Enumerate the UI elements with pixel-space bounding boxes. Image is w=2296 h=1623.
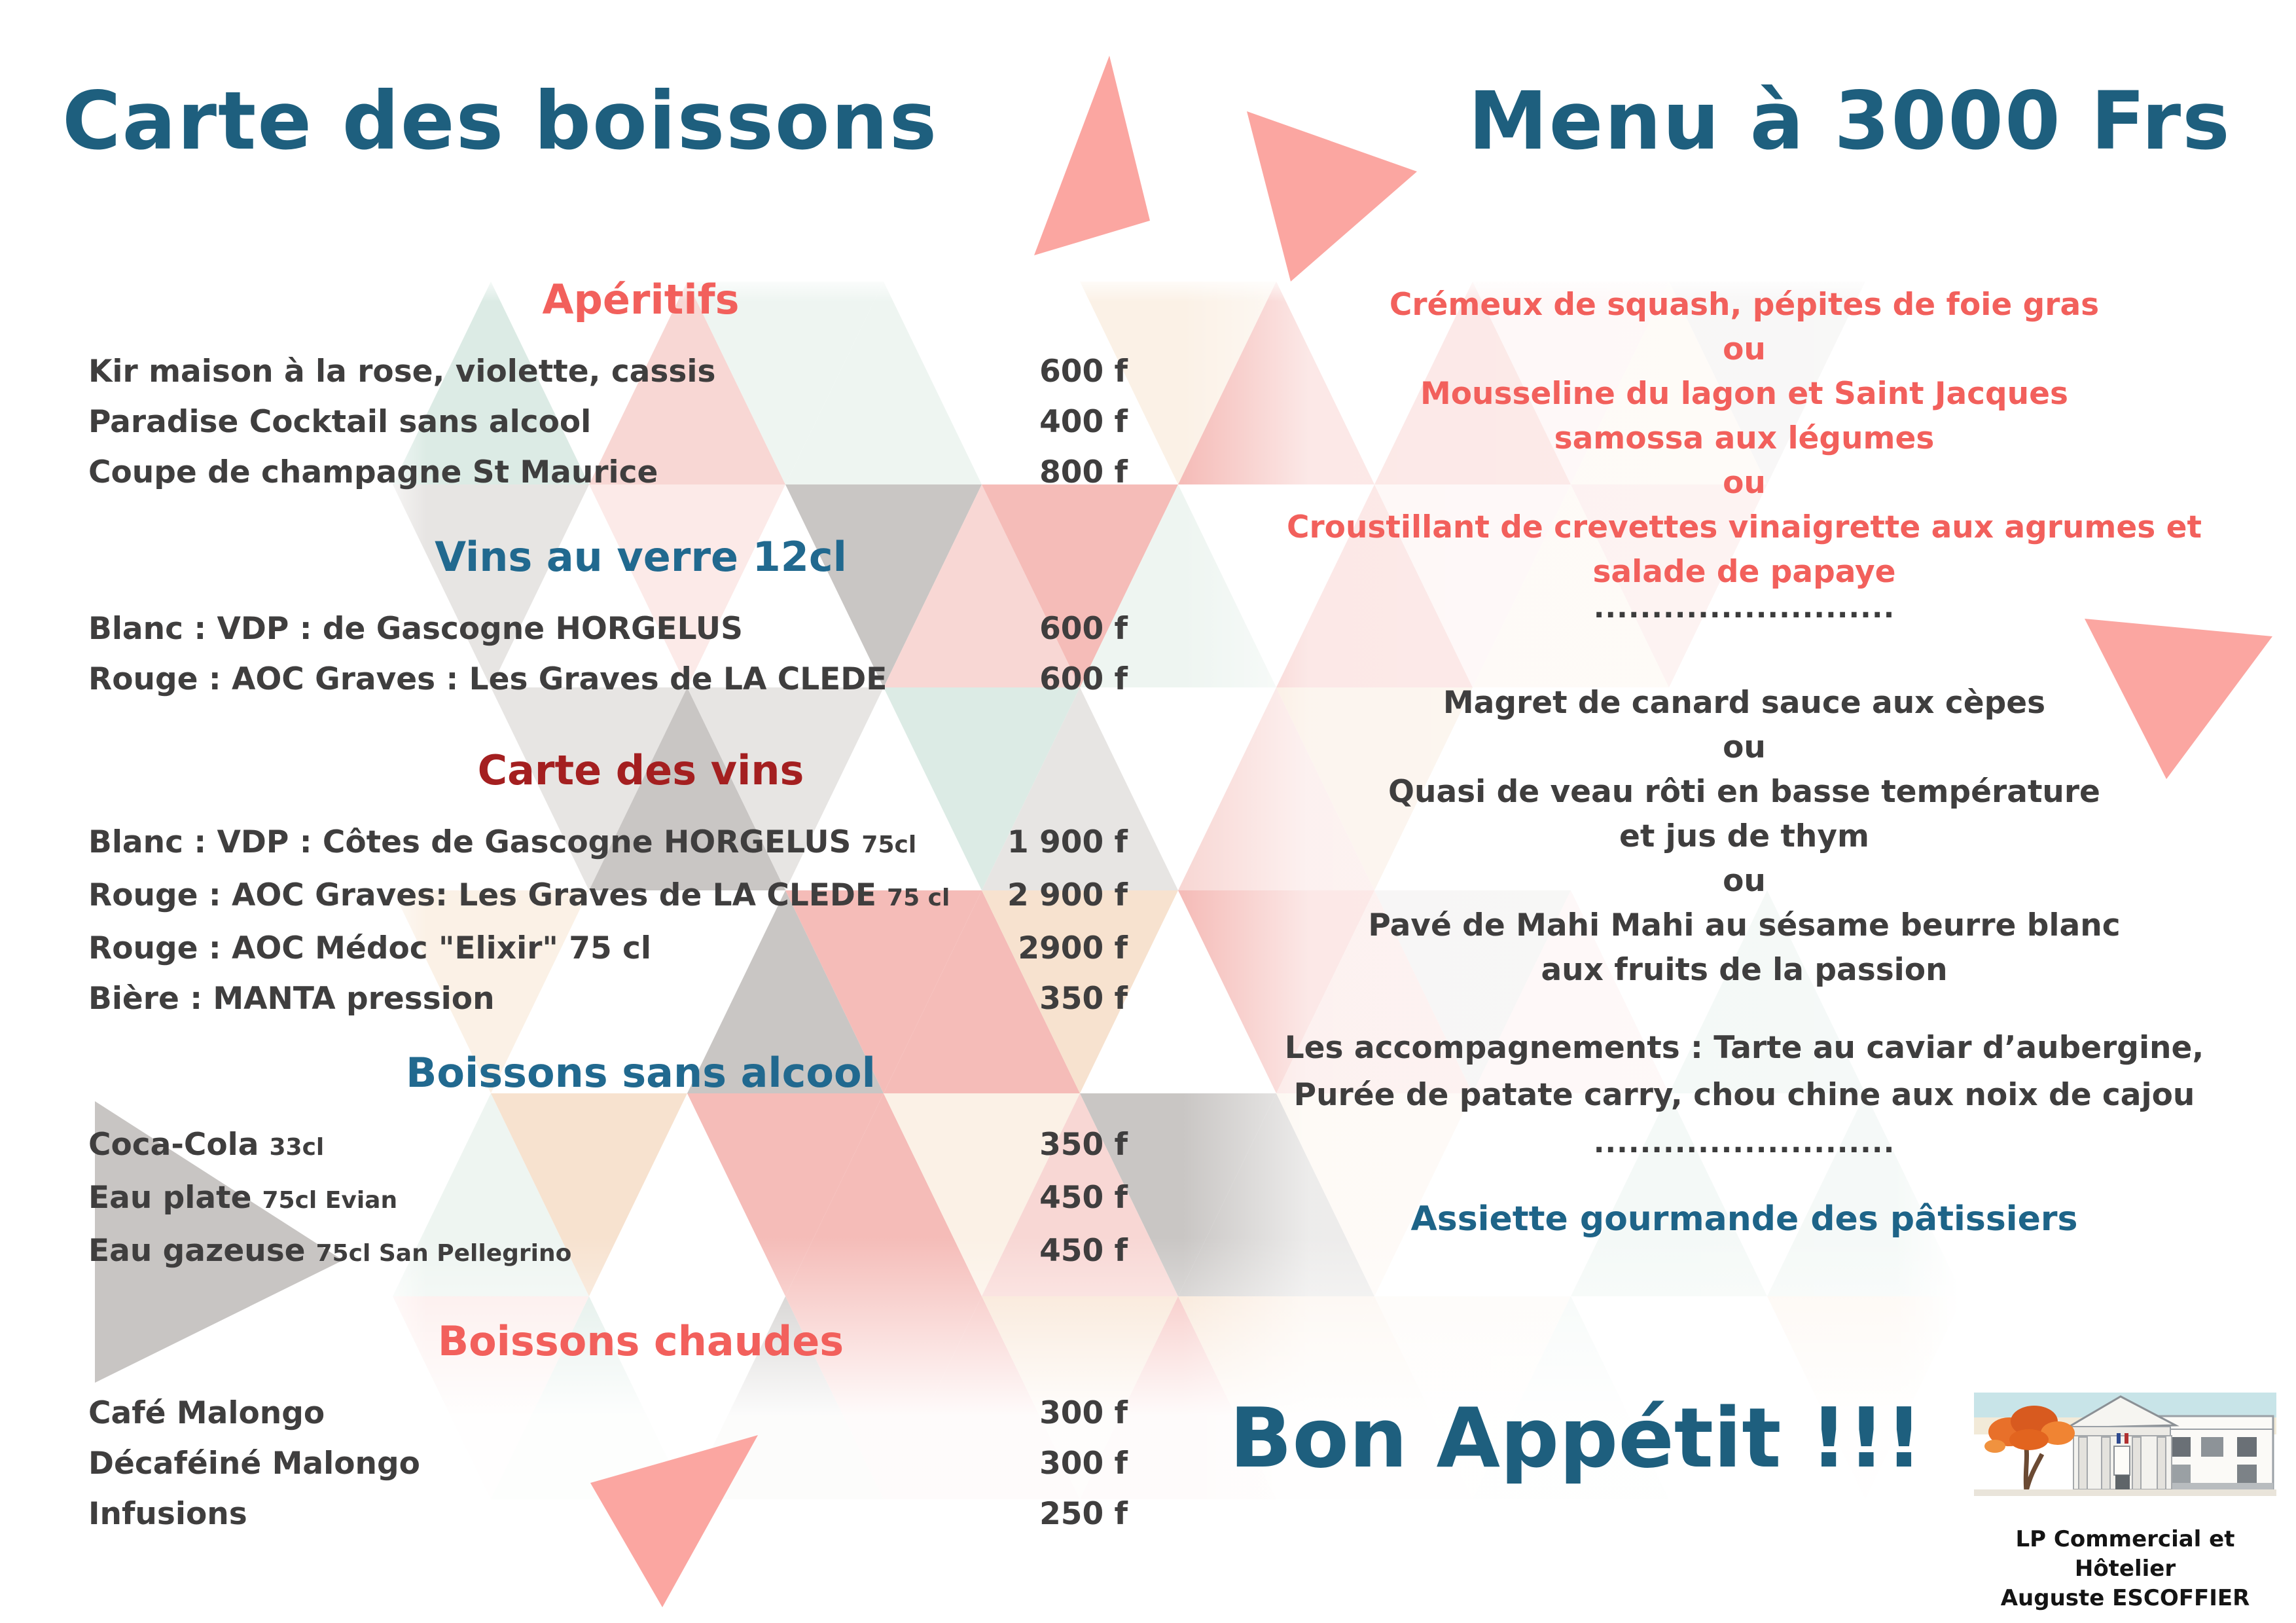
accompaniments-block — [1211, 1025, 2278, 1119]
school-logo — [1969, 1391, 2282, 1613]
item-price: 600 f — [1039, 354, 1128, 390]
menu-item-row — [88, 923, 1128, 974]
item-price: 250 f — [1039, 1496, 1128, 1532]
starter-line: Croustillant de crevettes vinaigrette aux agrumes et — [1287, 509, 2202, 545]
item-price: 350 f — [1039, 1127, 1128, 1163]
item-price: 600 f — [1039, 611, 1128, 647]
item-volume-note: 75cl San Pellegrino — [315, 1240, 572, 1267]
menu-item-row — [88, 397, 1128, 447]
item-name: Blanc : VDP : de Gascogne HORGELUS — [88, 611, 743, 647]
or-separator: ou — [1723, 331, 1766, 367]
menu-item-row — [88, 604, 1128, 654]
main-line: Magret de canard sauce aux cèpes — [1443, 685, 2046, 721]
starter-line: samossa aux légumes — [1554, 420, 1935, 456]
menu-item-row — [88, 870, 1128, 923]
menu-item-row — [88, 1438, 1128, 1489]
section-boissons-sans-alcool — [88, 1051, 1128, 1279]
section-title: Boissons chaudes — [437, 1317, 844, 1365]
logo-caption-line1: LP Commercial et Hôtelier — [2015, 1526, 2235, 1582]
section-title: Carte des vins — [477, 746, 804, 794]
page-title-menu: Menu à 3000 Frs — [1468, 75, 2231, 168]
section-title: Boissons sans alcool — [406, 1049, 876, 1097]
item-volume-note: 75cl Evian — [262, 1187, 398, 1214]
mains-block — [1211, 681, 2278, 993]
starter-line: Crémeux de squash, pépites de foie gras — [1389, 287, 2100, 323]
or-separator: ou — [1723, 863, 1766, 899]
starters-block — [1211, 283, 2278, 594]
menu-item-row — [88, 1489, 1128, 1539]
item-volume-note: 33cl — [269, 1134, 325, 1161]
item-price: 300 f — [1039, 1395, 1128, 1431]
item-price: 300 f — [1039, 1446, 1128, 1482]
item-name: Paradise Cocktail sans alcool — [88, 404, 592, 440]
item-name: Eau gazeuse — [88, 1233, 306, 1269]
item-name: Kir maison à la rose, violette, cassis — [88, 354, 716, 390]
section-title: Apéritifs — [542, 276, 740, 323]
section-vins-au-verre — [88, 533, 1128, 704]
main-line: Quasi de veau rôti en basse température — [1388, 774, 2100, 810]
item-name: Décaféiné Malongo — [88, 1446, 420, 1482]
section-boissons-chaudes — [88, 1317, 1128, 1539]
item-volume-note: 75cl — [861, 831, 917, 858]
main-line: Pavé de Mahi Mahi au sésame beurre blanc — [1368, 907, 2121, 943]
dessert-line: Assiette gourmande des pâtissiers — [1410, 1199, 2078, 1239]
main-line: et jus de thym — [1619, 818, 1870, 854]
item-name: Rouge : AOC Graves : Les Graves de LA CLEDE — [88, 661, 888, 697]
section-title: Vins au verre 12cl — [435, 533, 847, 581]
dotted-separator: ·························· — [1593, 598, 1895, 632]
drinks-column — [88, 0, 1128, 1623]
menu-item-row — [88, 447, 1128, 498]
starter-line: Mousseline du lagon et Saint Jacques — [1420, 376, 2068, 412]
menu-item-row — [88, 974, 1128, 1024]
menu-item-row — [88, 817, 1128, 870]
item-name: Infusions — [88, 1496, 247, 1532]
item-name: Bière : MANTA pression — [88, 981, 495, 1017]
item-price: 2900 f — [1018, 930, 1128, 966]
dotted-separator: ·························· — [1593, 1133, 1895, 1167]
item-price: 350 f — [1039, 981, 1128, 1017]
school-logo-illustration — [1969, 1391, 2282, 1522]
accompaniment-line: Purée de patate carry, chou chine aux noix de cajou — [1293, 1077, 2195, 1113]
bon-appetit-text: Bon Appétit !!! — [1229, 1390, 1923, 1486]
set-menu-column — [1211, 0, 2278, 1623]
item-name: Rouge : AOC Médoc "Elixir" 75 cl — [88, 930, 651, 966]
menu-item-row — [88, 346, 1128, 397]
item-price: 450 f — [1039, 1233, 1128, 1269]
item-price: 2 900 f — [1007, 877, 1128, 913]
item-price: 400 f — [1039, 404, 1128, 440]
item-name: Rouge : AOC Graves: Les Graves de LA CLEDE — [88, 877, 877, 913]
item-price: 1 900 f — [1007, 824, 1128, 860]
item-name: Café Malongo — [88, 1395, 325, 1431]
item-volume-note: 75 cl — [887, 884, 950, 911]
item-price: 600 f — [1039, 661, 1128, 697]
section-carte-des-vins — [88, 746, 1128, 1024]
item-name: Blanc : VDP : Côtes de Gascogne HORGELUS — [88, 824, 852, 860]
menu-item-row — [88, 1226, 1128, 1279]
logo-caption-line2: Auguste ESCOFFIER — [2000, 1585, 2250, 1611]
or-separator: ou — [1723, 729, 1766, 765]
item-name: Coca-Cola — [88, 1127, 259, 1163]
section-aperitifs — [88, 278, 1128, 498]
accompaniment-line: Les accompagnements : Tarte au caviar d’aubergine, — [1284, 1030, 2204, 1066]
menu-item-row — [88, 1388, 1128, 1438]
menu-item-row — [88, 1120, 1128, 1173]
main-line: aux fruits de la passion — [1541, 952, 1948, 988]
item-name: Coupe de champagne St Maurice — [88, 454, 658, 490]
starter-line: salade de papaye — [1592, 554, 1896, 590]
item-name: Eau plate — [88, 1180, 252, 1216]
item-price: 450 f — [1039, 1180, 1128, 1216]
menu-item-row — [88, 654, 1128, 704]
menu-item-row — [88, 1173, 1128, 1226]
or-separator: ou — [1723, 465, 1766, 501]
item-price: 800 f — [1039, 454, 1128, 490]
page-title-drinks: Carte des boissons — [62, 75, 939, 168]
